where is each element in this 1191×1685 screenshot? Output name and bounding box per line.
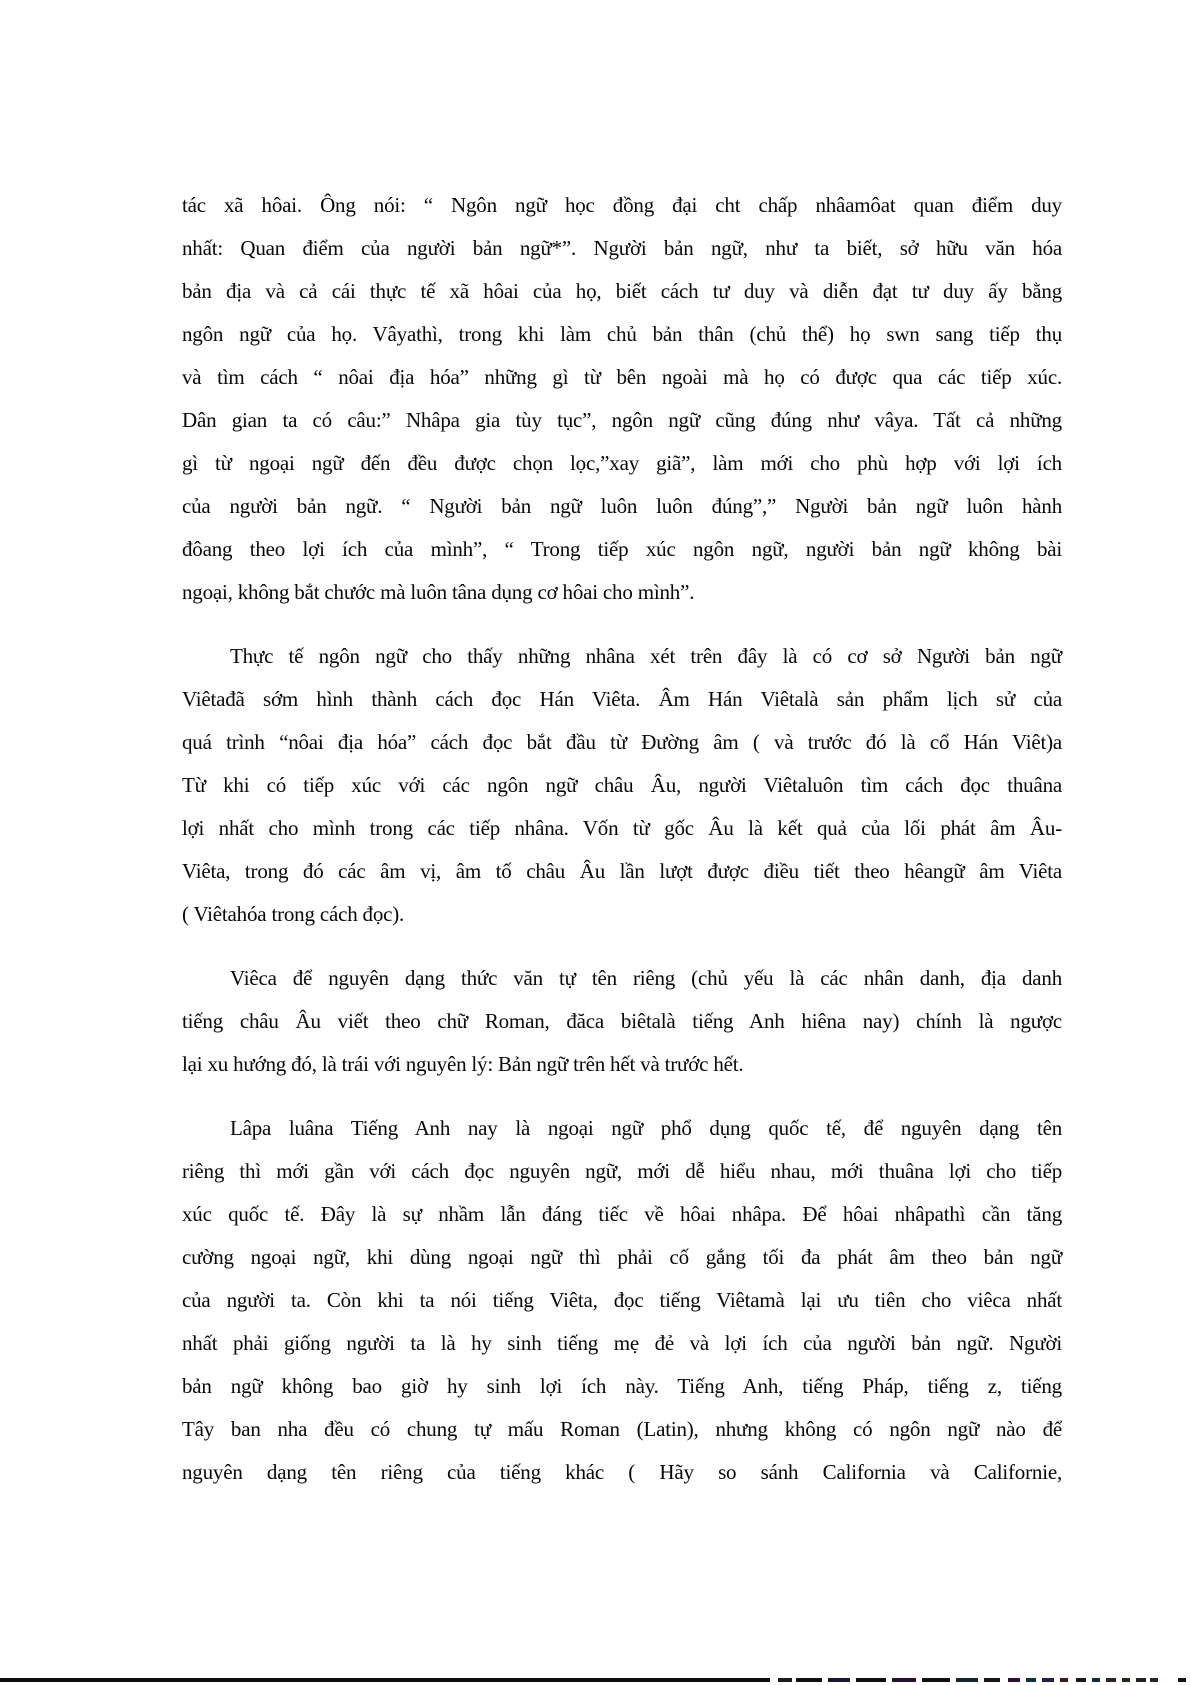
document-body (182, 184, 1062, 1515)
text-line: gì từ ngoại ngữ đến đều được chọn lọc,”xay giã”, làm mới cho phù hợp với lợi ích (182, 451, 1062, 475)
cutoff-segment (956, 1678, 978, 1682)
text-line: Viêca để nguyên dạng thức văn tự tên riêng (chủ yếu là các nhân danh, địa danh (230, 966, 1062, 990)
text-line: nhất phải giống người ta là hy sinh tiếng mẹ đẻ và lợi ích của người bản ngữ. Người (182, 1331, 1062, 1355)
cutoff-segment (1122, 1678, 1130, 1682)
cutoff-segment (0, 1678, 770, 1682)
cutoff-segment (1106, 1678, 1116, 1682)
cutoff-segment (1026, 1678, 1036, 1682)
text-line: Lâpa luâna Tiếng Anh nay là ngoại ngữ phổ dụng quốc tế, để nguyên dạng tên (230, 1116, 1062, 1140)
cutoff-content-strip (0, 1678, 1191, 1683)
cutoff-segment (1042, 1678, 1054, 1682)
text-line: tác xã hôai. Ông nói: “ Ngôn ngữ học đồng đại cht chấp nhâamôat quan điểm duy (182, 193, 1062, 217)
text-line: Viêta, trong đó các âm vị, âm tố châu Âu lần lượt được điều tiết theo hêangữ âm Viêta (182, 859, 1062, 883)
paragraph (182, 957, 1062, 1086)
text-line: của người bản ngữ. “ Người bản ngữ luôn luôn đúng”,” Người bản ngữ luôn hành (182, 494, 1062, 518)
text-line: đôang theo lợi ích của mình”, “ Trong tiếp xúc ngôn ngữ, người bản ngữ không bài (182, 537, 1062, 561)
cutoff-segment (828, 1678, 850, 1682)
cutoff-segment (1060, 1678, 1068, 1682)
cutoff-segment (1008, 1678, 1020, 1682)
cutoff-segment (856, 1678, 886, 1682)
text-line: riêng thì mới gần với cách đọc nguyên ngữ, mới dễ hiểu nhau, mới thuâna lợi cho tiếp (182, 1159, 1062, 1183)
cutoff-segment (1076, 1678, 1086, 1682)
text-line: lợi nhất cho mình trong các tiếp nhâna. Vốn từ gốc Âu là kết quả của lối phát âm Âu- (182, 816, 1062, 840)
text-line: lại xu hướng đó, là trái với nguyên lý: Bản ngữ trên hết và trước hết. (182, 1052, 744, 1076)
text-line: của người ta. Còn khi ta nói tiếng Viêta, đọc tiếng Viêtamà lại ưu tiên cho viêca nhất (182, 1288, 1062, 1312)
paragraph (182, 184, 1062, 614)
cutoff-segment (1150, 1678, 1158, 1682)
cutoff-segment (892, 1678, 916, 1682)
cutoff-segment (922, 1678, 950, 1682)
cutoff-segment (1178, 1678, 1186, 1682)
text-line: cường ngoại ngữ, khi dùng ngoại ngữ thì phải cố gắng tối đa phát âm theo bản ngữ (182, 1245, 1062, 1269)
text-line: tiếng châu Âu viết theo chữ Roman, đăca biêtalà tiếng Anh hiêna nay) chính là ngược (182, 1009, 1062, 1033)
text-line: bản địa và cả cái thực tế xã hôai của họ, biết cách tư duy và diễn đạt tư duy ấy bằng (182, 279, 1062, 303)
text-line: Thực tế ngôn ngữ cho thấy những nhâna xét trên đây là có cơ sở Người bản ngữ (230, 644, 1062, 668)
text-line: ngôn ngữ của họ. Vâyathì, trong khi làm chủ bản thân (chủ thể) họ swn sang tiếp thụ (182, 322, 1062, 346)
text-line: Tây ban nha đều có chung tự mấu Roman (Latin), nhưng không có ngôn ngữ nào để (182, 1417, 1062, 1441)
text-line: nhất: Quan điểm của người bản ngữ*”. Người bản ngữ, như ta biết, sở hữu văn hóa (182, 236, 1062, 260)
text-line: Từ khi có tiếp xúc với các ngôn ngữ châu Âu, người Viêtaluôn tìm cách đọc thuâna (182, 773, 1062, 797)
cutoff-segment (984, 1678, 1000, 1682)
text-line: Viêtađã sớm hình thành cách đọc Hán Viêta. Âm Hán Viêtalà sản phẩm lịch sử của (182, 687, 1062, 711)
text-line: ( Viêtahóa trong cách đọc). (182, 902, 405, 926)
text-line: Dân gian ta có câu:” Nhâpa gia tùy tục”, ngôn ngữ cũng đúng như vâya. Tất cả những (182, 408, 1062, 432)
text-line: và tìm cách “ nôai địa hóa” những gì từ bên ngoài mà họ có được qua các tiếp xúc. (182, 365, 1062, 389)
text-line: bản ngữ không bao giờ hy sinh lợi ích này. Tiếng Anh, tiếng Pháp, tiếng z, tiếng (182, 1374, 1062, 1398)
text-line: nguyên dạng tên riêng của tiếng khác ( Hãy so sánh California và Californie, (182, 1460, 1062, 1484)
paragraph (182, 635, 1062, 936)
cutoff-segment (796, 1678, 822, 1682)
cutoff-segment (1092, 1678, 1100, 1682)
text-line: ngoại, không bắt chước mà luôn tâna dụng cơ hôai cho mình”. (182, 580, 695, 604)
cutoff-segment (1136, 1678, 1146, 1682)
text-line: quá trình “nôai địa hóa” cách đọc bắt đầu từ Đường âm ( và trước đó là cổ Hán Viêt)a (182, 730, 1062, 754)
text-line: xúc quốc tế. Đây là sự nhầm lẫn đáng tiếc về hôai nhâpa. Để hôai nhâpathì cần tăng (182, 1202, 1062, 1226)
cutoff-segment (778, 1678, 792, 1682)
paragraph (182, 1107, 1062, 1494)
